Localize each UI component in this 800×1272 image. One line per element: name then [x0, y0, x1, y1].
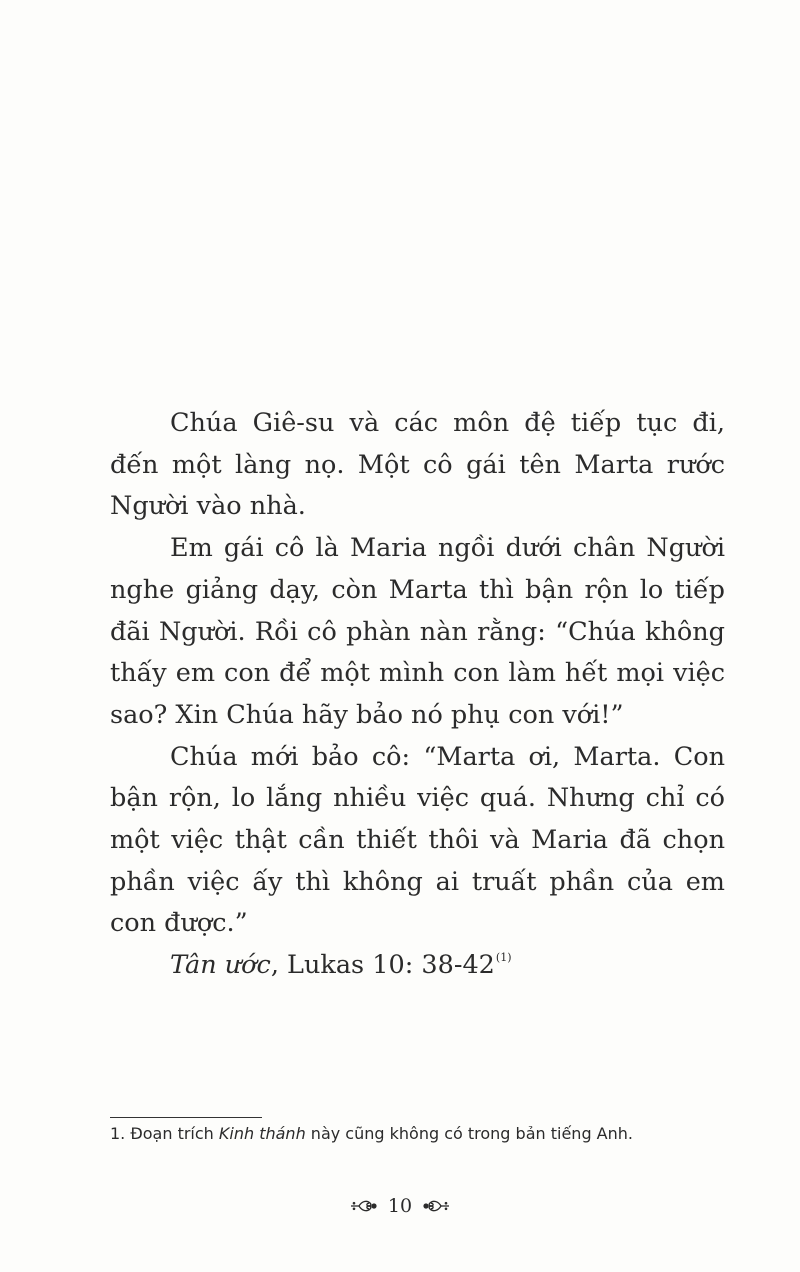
paragraph-1: Chúa Giê-su và các môn đệ tiếp tục đi, đến một làng nọ. Một cô gái tên Marta rước Người vào nhà.	[110, 408, 725, 522]
floral-ornament-icon	[350, 1199, 378, 1213]
paragraph-2: Em gái cô là Maria ngồi dưới chân Người nghe giảng dạy, còn Marta thì bận rộn lo tiếp đãi Người. Rồi cô phàn nàn rằng: “Chúa không thấy em con để một mình con làm hết mọi việc sao? Xin Chúa hãy bảo nó phụ con với!”	[110, 533, 725, 730]
footnote-text-before: Đoạn trích	[130, 1124, 219, 1143]
footnote-divider	[110, 1117, 262, 1118]
footnote-number: 1.	[110, 1124, 131, 1143]
citation-book: Tân ước	[170, 950, 271, 981]
main-text	[110, 403, 725, 987]
footnote-text-after: này cũng không có trong bản tiếng Anh.	[305, 1124, 633, 1143]
floral-ornament-icon	[422, 1199, 450, 1213]
page-footer	[0, 1194, 800, 1218]
citation	[110, 945, 725, 987]
paragraph-3: Chúa mới bảo cô: “Marta ơi, Marta. Con bận rộn, lo lắng nhiều việc quá. Nhưng chỉ có một việc thật cần thiết thôi và Maria đã chọn phần việc ấy thì không ai truất phần của em con được.”	[110, 741, 725, 939]
footnote-marker: (1)	[495, 951, 512, 965]
footnote	[110, 1122, 730, 1146]
citation-reference: , Lukas 10: 38-42	[270, 950, 495, 981]
page-number: 10	[387, 1195, 413, 1217]
footnote-text-italic: Kinh thánh	[218, 1124, 306, 1143]
